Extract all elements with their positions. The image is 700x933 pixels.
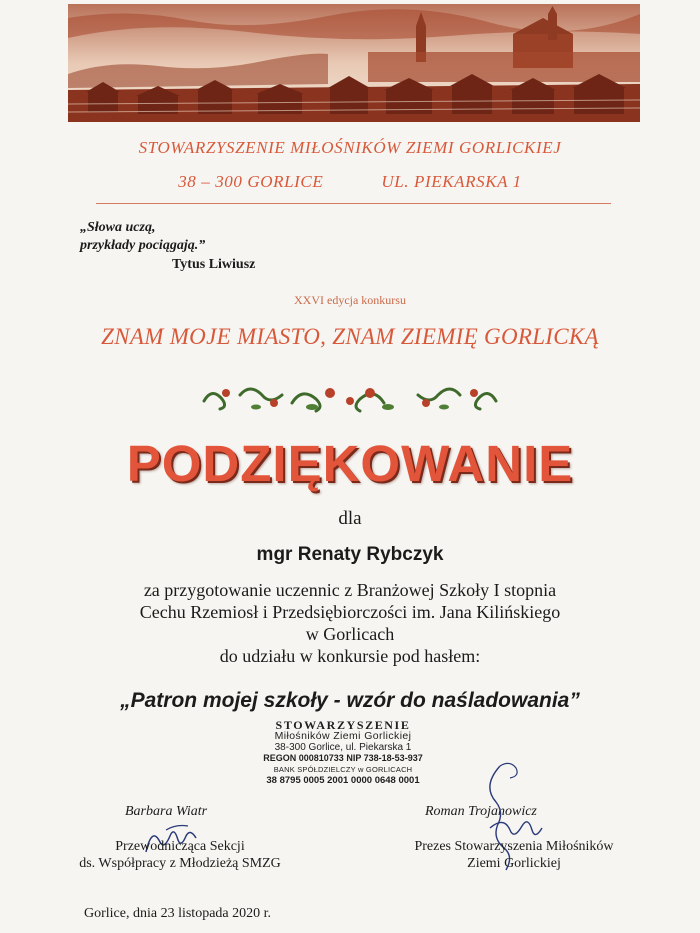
recipient-name: mgr Renaty Rybczyk [256,544,444,565]
postal-city: 38 – 300 GORLICE [178,172,324,191]
contest-motto: „Patron mojej szkoły - wzór do naśladowania” [120,689,580,712]
issue-date: Gorlice, dnia 23 listopada 2020 r. [84,906,272,921]
town-panorama-illustration [68,4,640,122]
left-signatory-role [70,838,290,872]
body-line-4: do udziału w konkursie pod hasłem: [219,646,481,666]
left-role-line-1: Przewodnicząca Sekcji [115,839,245,854]
stamp-line-3: 38-300 Gorlice, ul. Piekarska 1 [274,742,412,753]
town-panorama-icon [68,4,640,122]
certificate-title: PODZIĘKOWANIE [126,435,574,492]
stamp-line-4: REGON 000810733 NIP 738-18-53-937 [263,753,423,763]
contest-name: ZNAM MOJE MIASTO, ZNAM ZIEMIĘ GORLICKĄ [101,324,599,349]
organization-address [0,172,700,192]
right-signatory-name: Roman Trojanowicz [425,804,537,819]
contest-edition: XXVI edycja konkursu [294,293,406,307]
organization-name: STOWARZYSZENIE MIŁOŚNIKÓW ZIEMI GORLICKIEJ [138,138,562,157]
right-role-line-1: Prezes Stowarzyszenia Miłośników [414,839,614,854]
for-label: dla [338,508,362,529]
header-divider [96,203,611,204]
floral-ornament-icon [200,379,500,417]
quote-author: Tytus Liwiusz [172,257,256,272]
organization-stamp [258,720,428,786]
left-signatory-name: Barbara Wiatr [125,804,208,819]
body-line-2: Cechu Rzemiosł i Przedsiębiorczości im. Jana Kilińskiego [139,602,561,622]
stamp-line-1: STOWARZYSZENIE [275,718,411,732]
quote [80,219,205,255]
right-signatory-role [400,838,628,872]
right-role-line-2: Ziemi Gorlickiej [467,856,561,871]
body-line-1: za przygotowanie uczennic z Branżowej Szkoły I stopnia [143,580,557,600]
quote-line-1: „Słowa uczą, [80,220,156,235]
stamp-line-2: Miłośników Ziemi Gorlickiej [274,730,412,742]
street-address: UL. PIEKARSKA 1 [381,172,522,191]
quote-line-2: przykłady pociągają.” [80,238,206,253]
left-role-line-2: ds. Współpracy z Młodzieżą SMZG [79,856,281,871]
body-line-3: w Gorlicach [305,624,395,644]
stamp-line-5: BANK SPÓŁDZIELCZY w GORLICACH [273,765,413,774]
certificate-body [0,579,700,667]
stamp-line-6: 38 8795 0005 2001 0000 0648 0001 [266,775,420,786]
